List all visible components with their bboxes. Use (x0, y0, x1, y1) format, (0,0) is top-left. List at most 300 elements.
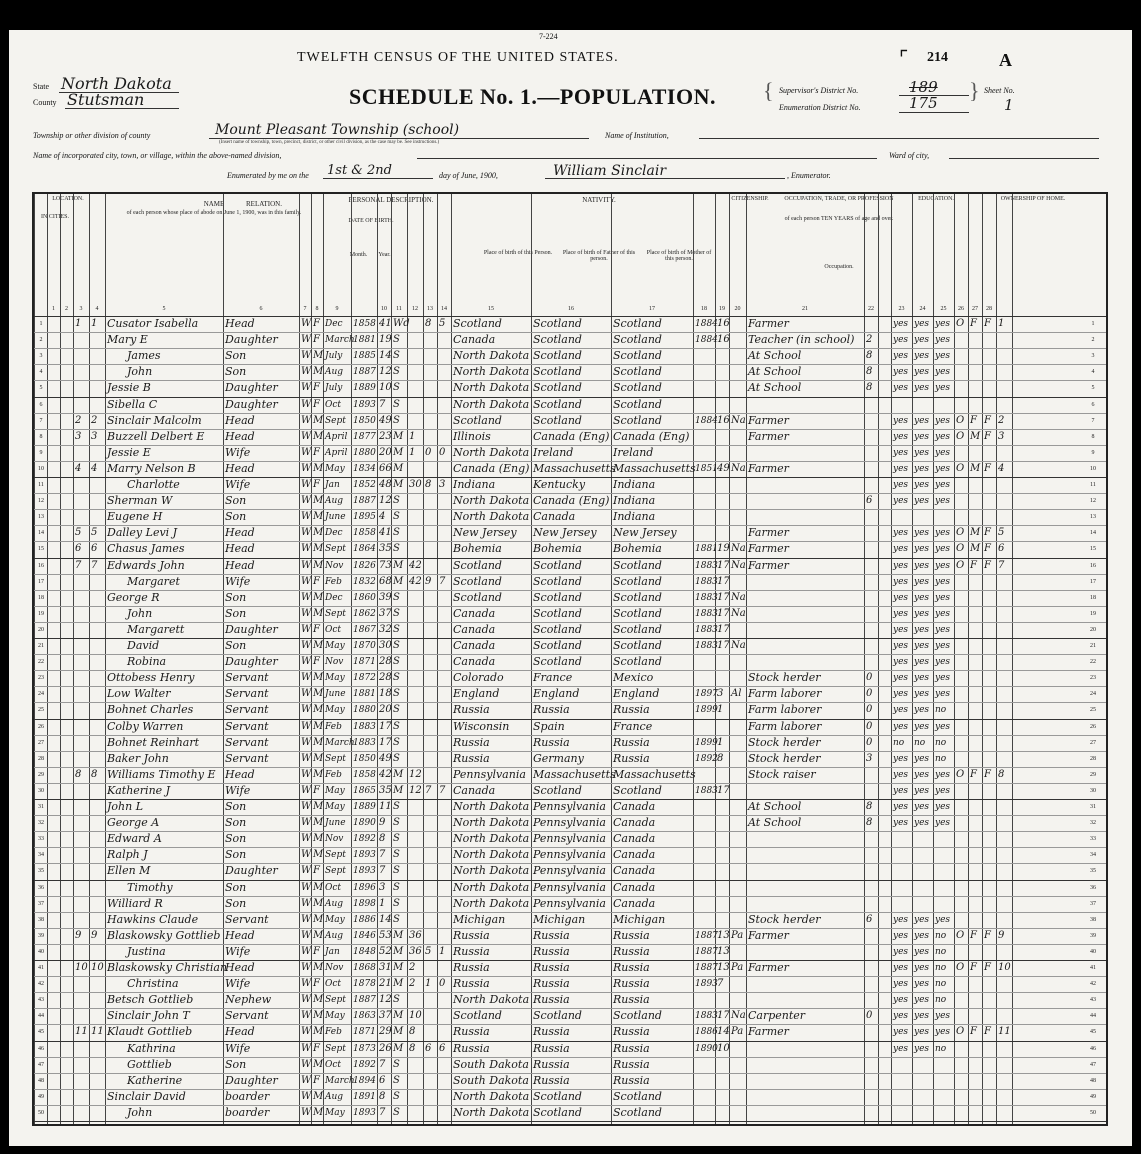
cell-name: Dalley Levi J (107, 526, 178, 540)
cell-mar: M (393, 929, 404, 941)
cell-rd: yes (893, 447, 909, 458)
cell-bf: France (533, 671, 573, 685)
cell-fh: F (984, 430, 991, 442)
cell-mo: Dec (325, 592, 343, 603)
cell-mo: Feb (325, 769, 342, 780)
cell-age: 30 (379, 640, 392, 651)
row-number-right: 5 (1091, 385, 1095, 392)
cell-rd: yes (893, 689, 909, 700)
cell-wr: yes (914, 608, 930, 619)
cell-mar: M (393, 559, 404, 571)
cell-name: Ralph J (107, 848, 148, 862)
column-number: 18 (701, 306, 707, 312)
cell-ch: 5 (425, 945, 432, 957)
cell-rel: Son (225, 880, 247, 894)
cell-wr: yes (914, 415, 930, 426)
cell-col: W (301, 430, 312, 442)
cell-wr: yes (914, 1027, 930, 1038)
cell-ch: 7 (425, 784, 432, 796)
cell-mf: F (970, 929, 977, 941)
cell-yrs: 8 (409, 1042, 416, 1054)
cell-rel: Servant (225, 687, 269, 701)
cell-bf: Scotland (533, 558, 582, 572)
row-number-left: 39 (38, 932, 44, 939)
row-number-right: 4 (1091, 369, 1095, 376)
column-number: 15 (488, 306, 494, 312)
enumerator-label: , Enumerator. (787, 171, 831, 180)
cell-en: yes (935, 641, 951, 651)
state-label: State (33, 82, 49, 91)
cell-mo: Jan (325, 480, 340, 490)
cell-rel: Son (225, 606, 247, 620)
census-title: TWELFTH CENSUS OF THE UNITED STATES. (297, 50, 619, 65)
cell-mo: May (325, 1011, 345, 1022)
cell-rd: yes (893, 946, 909, 957)
cell-name: Colby Warren (107, 719, 184, 733)
cell-mar: S (393, 350, 400, 362)
cell-mar: S (393, 398, 400, 410)
cell-bm: Scotland (613, 558, 662, 572)
cell-bf: Russia (533, 1041, 570, 1055)
cell-en: yes (935, 769, 951, 780)
cell-yus: 17 (717, 591, 730, 603)
cell-sex: M (313, 768, 324, 780)
row-number-right: 9 (1091, 449, 1095, 456)
cell-en: yes (935, 560, 951, 571)
cell-bp: North Dakota (453, 349, 530, 363)
cell-age: 52 (379, 945, 392, 957)
cell-rel: Head (225, 767, 255, 781)
cell-name: Sinclair David (107, 1089, 186, 1103)
row-number-right: 29 (1090, 771, 1096, 778)
cell-mo: May (325, 1107, 345, 1118)
cell-age: 68 (379, 575, 392, 587)
cell-ch2: 7 (439, 575, 446, 587)
cell-wr: yes (914, 705, 930, 716)
cell-bp: Pennsylvania (453, 767, 526, 781)
cell-name: Charlotte (127, 478, 180, 491)
cell-mo: May (325, 914, 345, 925)
cell-col: W (301, 527, 312, 539)
cell-ch: 9 (425, 575, 432, 587)
cell-rel: Wife (225, 445, 251, 459)
column-number: 17 (649, 306, 655, 312)
cell-bf: Pennsylvania (533, 832, 606, 846)
cell-sex: F (313, 656, 320, 668)
row-number-right: 24 (1090, 691, 1096, 698)
enumeration-label: Enumeration District No. (779, 103, 861, 112)
cell-mo: Aug (325, 1091, 344, 1102)
cell-wr: yes (914, 995, 930, 1006)
cell-bf: Massachusetts (533, 767, 616, 781)
cell-rd: yes (893, 560, 909, 571)
cell-mo: Sept (325, 544, 346, 555)
cell-bp: Colorado (453, 671, 504, 685)
cell-sex: M (313, 511, 324, 523)
cell-wr: yes (914, 946, 930, 957)
cell-col: W (301, 462, 312, 474)
cell-en: yes (935, 785, 951, 796)
row-number-right: 25 (1090, 707, 1096, 714)
cell-col: W (301, 720, 312, 732)
cell-yr: 1860 (353, 592, 376, 603)
cell-sex: F (313, 623, 320, 635)
row-number-left: 26 (38, 723, 44, 730)
cell-sex: M (313, 640, 324, 651)
cell-rd: yes (893, 641, 909, 651)
cell-fam: 1 (91, 318, 98, 329)
cell-bp: Russia (453, 977, 490, 991)
cell-occ: At School (748, 800, 802, 813)
cell-bm: Russia (613, 751, 650, 765)
row-number-left: 29 (38, 771, 44, 778)
cell-name: Katherine (127, 1073, 183, 1087)
cell-rel: Son (225, 816, 247, 830)
cell-age: 41 (379, 318, 392, 329)
cell-mar: S (393, 720, 400, 732)
row-number-right: 17 (1090, 578, 1096, 585)
cell-rd: no (893, 737, 905, 748)
cell-bm: England (613, 687, 660, 701)
cell-en: yes (935, 335, 951, 346)
cell-imm: 1893 (695, 979, 718, 990)
cell-sex: M (313, 672, 324, 684)
cell-rd: yes (893, 576, 909, 587)
cell-ch2: 6 (439, 1042, 446, 1054)
cell-mu: 8 (866, 366, 873, 378)
cell-rd: yes (893, 624, 909, 635)
cell-imm: 1884 (695, 335, 718, 346)
cell-yus: 13 (717, 945, 730, 957)
cell-name: Sherman W (107, 494, 173, 508)
row-number-right: 32 (1090, 820, 1096, 827)
cell-en: no (935, 979, 947, 990)
cell-rel: Head (225, 461, 255, 475)
cell-age: 14 (379, 350, 392, 362)
cell-rel: Daughter (225, 381, 278, 395)
cell-bm: Russia (613, 703, 650, 717)
cell-sex: M (313, 801, 324, 812)
cell-sex: M (313, 720, 324, 732)
row-number-right: 19 (1090, 610, 1096, 617)
cell-bm: Scotland (613, 606, 662, 620)
cell-age: 21 (379, 978, 392, 990)
cell-wr: yes (914, 785, 930, 796)
cell-yr: 1870 (353, 641, 376, 651)
cell-nat: Na (731, 543, 746, 555)
cell-occ: At School (748, 365, 802, 379)
cell-name: Hawkins Claude (107, 912, 199, 926)
row-number-left: 35 (38, 868, 44, 875)
cell-name: Blaskowsky Christian (107, 961, 228, 974)
cell-bp: Scotland (453, 413, 502, 427)
column-divider (299, 194, 300, 1124)
cell-wr: yes (914, 802, 930, 812)
cell-sch: 9 (998, 929, 1005, 941)
cell-rel: Son (225, 510, 247, 524)
column-number: 27 (972, 306, 978, 312)
relation-header: RELATION. (246, 200, 282, 208)
cell-sch: 2 (998, 414, 1005, 426)
cell-imm: 1899 (695, 705, 718, 716)
cell-rel: Son (225, 848, 247, 862)
cell-rd: yes (893, 335, 909, 346)
row-number-left: 42 (38, 981, 44, 988)
cell-rel: Wife (225, 944, 251, 958)
cell-rel: Son (225, 800, 247, 813)
cell-mo: April (325, 447, 348, 458)
cell-mf: M (970, 430, 981, 442)
cell-rd: yes (893, 930, 909, 941)
cell-occ: Carpenter (748, 1009, 806, 1023)
cell-nat: Na (731, 640, 746, 651)
cell-imm: 1883 (695, 1011, 718, 1022)
column-divider (451, 194, 452, 1124)
cell-bm: Scotland (613, 1105, 662, 1119)
cell-imm: 1887 (695, 930, 718, 941)
cell-rel: Son (225, 494, 247, 508)
cell-mu: 2 (866, 334, 873, 346)
cell-col: W (301, 559, 312, 571)
cell-col: W (301, 543, 312, 555)
cell-bm: Canada (613, 832, 656, 846)
cell-age: 37 (379, 1010, 392, 1022)
row-number-left: 43 (38, 997, 44, 1004)
cell-name: Edward A (107, 832, 162, 846)
column-divider (746, 194, 747, 1124)
cell-age: 39 (379, 591, 392, 603)
cell-own: O (956, 559, 965, 571)
row-number-left: 41 (38, 965, 44, 971)
sheet-label: Sheet No. (984, 86, 1015, 95)
cell-bp: South Dakota (453, 1073, 529, 1087)
cell-sex: M (313, 704, 324, 716)
column-divider (423, 194, 424, 1124)
cell-yr: 1889 (353, 802, 376, 812)
cell-wr: yes (914, 431, 930, 442)
row-number-right: 18 (1090, 594, 1096, 601)
cell-own: O (956, 929, 965, 941)
cell-yr: 1893 (353, 866, 376, 877)
cell-en: yes (935, 624, 951, 635)
in-cities-header: IN CITIES. (41, 214, 69, 220)
cell-fam: 8 (91, 768, 98, 780)
cell-en: yes (935, 657, 951, 668)
cell-yr: 1850 (353, 415, 376, 426)
cell-bf: Russia (533, 1073, 570, 1087)
cell-col: W (301, 366, 312, 378)
cell-mu: 0 (866, 1010, 873, 1022)
cell-own: O (956, 962, 965, 973)
cell-nat: Na (731, 462, 746, 474)
cell-wr: yes (914, 335, 930, 346)
cell-en: yes (935, 496, 951, 507)
cell-own: O (956, 527, 965, 539)
cell-name: Katherine J (107, 783, 171, 797)
row-number-right: 43 (1090, 997, 1096, 1004)
cell-bm: New Jersey (613, 526, 677, 540)
cell-occ: Farmer (748, 558, 789, 572)
cell-yus: 17 (717, 575, 730, 587)
cell-bm: France (613, 719, 653, 733)
row-number-right: 28 (1090, 755, 1096, 762)
cell-yus: 16 (717, 414, 730, 426)
cell-bf: New Jersey (533, 526, 597, 540)
cell-yus: 1 (717, 704, 724, 716)
cell-mar: M (393, 575, 404, 587)
cell-bf: Pennsylvania (533, 896, 606, 910)
row-number-right: 12 (1090, 498, 1096, 505)
row-number-right: 11 (1090, 482, 1096, 488)
cell-rel: Son (225, 832, 247, 846)
cell-age: 7 (379, 849, 386, 861)
row-number-right: 3 (1091, 353, 1095, 360)
cell-name: Robina (127, 655, 167, 669)
cell-imm: 1897 (695, 689, 718, 700)
row-number-right: 27 (1090, 739, 1096, 746)
row-number-left: 10 (38, 465, 44, 472)
cell-sch: 4 (998, 462, 1005, 474)
cell-yr: 1852 (353, 480, 376, 490)
cell-bf: Russia (533, 1057, 570, 1071)
cell-bp: Russia (453, 735, 490, 749)
row-number-right: 22 (1090, 659, 1096, 666)
cell-mar: S (393, 334, 400, 346)
cell-mo: Oct (325, 1059, 342, 1070)
cell-yus: 8 (717, 752, 724, 764)
row-number-left: 22 (38, 659, 44, 666)
cell-own: O (956, 318, 965, 329)
cell-bm: Indiana (613, 510, 656, 524)
cell-bf: Scotland (533, 783, 582, 797)
cell-sex: M (313, 897, 324, 909)
cell-col: W (301, 640, 312, 651)
cell-mo: Sept (325, 753, 346, 764)
cell-bm: Scotland (613, 639, 662, 652)
cell-col: W (301, 768, 312, 780)
cell-mar: S (393, 656, 400, 668)
cell-wr: yes (914, 463, 930, 474)
enumerated-day: 1st & 2nd (327, 163, 392, 178)
cell-yr: 1848 (353, 946, 376, 957)
cell-mo: May (325, 705, 345, 716)
cell-mo: June (325, 818, 346, 829)
cell-mu: 0 (866, 736, 873, 748)
cell-bf: Scotland (533, 413, 582, 427)
cell-wr: yes (914, 560, 930, 571)
cell-bf: Scotland (533, 606, 582, 620)
cell-name: Betsch Gottlieb (107, 993, 194, 1007)
cell-bm: Scotland (613, 317, 662, 330)
cell-rd: yes (893, 673, 909, 684)
cell-fh: F (984, 318, 991, 329)
cell-bm: Scotland (613, 333, 662, 347)
cell-sex: M (313, 688, 324, 700)
cell-wr: yes (914, 383, 930, 394)
row-number-left: 1 (39, 321, 43, 327)
cell-mar: S (393, 897, 400, 909)
cell-rel: Head (225, 1025, 255, 1039)
cell-rd: yes (893, 351, 909, 362)
citizenship-header: CITIZENSHIP. (731, 196, 769, 202)
cell-name: Margarett (127, 622, 185, 636)
cell-mar: S (393, 704, 400, 716)
cell-nat: Pa (731, 1026, 744, 1038)
cell-mar: S (393, 1106, 400, 1118)
row-number-left: 12 (38, 498, 44, 505)
cell-fh: F (984, 559, 991, 571)
cell-en: no (935, 995, 947, 1006)
row-number-left: 7 (39, 417, 43, 424)
cell-mo: April (325, 431, 348, 442)
nativity-header: NATIVITY. (582, 196, 616, 204)
cell-yr: 1883 (353, 737, 376, 748)
cell-bp: Indiana (453, 478, 496, 491)
cell-name: Jessie E (107, 445, 151, 459)
column-number: 1 (52, 306, 55, 312)
cell-rd: yes (893, 705, 909, 716)
cell-imm: 1887 (695, 946, 718, 957)
state-value: North Dakota (61, 74, 172, 93)
cell-bf: Canada (533, 510, 576, 524)
cell-bp: North Dakota (453, 381, 530, 395)
row-number-right: 14 (1090, 530, 1096, 537)
cell-bf: Bohemia (533, 542, 582, 556)
cell-mo: March (325, 737, 355, 748)
cell-en: yes (935, 914, 951, 925)
cell-mar: M (393, 479, 404, 490)
cell-bm: Canada (613, 800, 656, 813)
cell-yus: 17 (717, 640, 730, 651)
cell-age: 29 (379, 1026, 392, 1038)
cell-wr: no (914, 737, 926, 748)
cell-col: W (301, 929, 312, 941)
cell-mu: 6 (866, 495, 873, 507)
sheet-value: 1 (1004, 96, 1014, 114)
cell-yrs: 12 (409, 784, 422, 796)
row-number-right: 45 (1090, 1029, 1096, 1036)
cell-rel: Wife (225, 478, 251, 491)
cell-ch: 1 (425, 978, 432, 990)
cell-wr: yes (914, 914, 930, 925)
cell-wr: yes (914, 657, 930, 668)
cell-bp: Canada (453, 606, 496, 620)
cell-name: Klaudt Gottlieb (107, 1025, 193, 1039)
cell-bp: Russia (453, 703, 490, 717)
cell-mo: Sept (325, 415, 346, 426)
row-number-right: 13 (1090, 514, 1096, 521)
cell-rel: Wife (225, 1041, 251, 1055)
cell-mar: S (393, 688, 400, 700)
cell-col: W (301, 382, 312, 394)
cell-yr: 1832 (353, 576, 376, 587)
cell-imm: 1886 (695, 1027, 718, 1038)
cell-occ: Farm laborer (748, 687, 822, 701)
cell-col: W (301, 575, 312, 587)
cell-bf: Pennsylvania (533, 864, 606, 878)
cell-bm: Scotland (613, 655, 662, 669)
cell-en: yes (935, 463, 951, 474)
cell-sex: M (313, 366, 324, 378)
cell-bm: Russia (613, 735, 650, 749)
cell-wr: yes (914, 818, 930, 829)
cell-bf: Pennsylvania (533, 800, 606, 813)
cell-mu: 8 (866, 801, 873, 812)
cell-bm: Canada (613, 816, 656, 830)
cell-own: O (956, 462, 965, 474)
cell-yr: 1893 (353, 1107, 376, 1118)
cell-age: 8 (379, 1090, 386, 1102)
